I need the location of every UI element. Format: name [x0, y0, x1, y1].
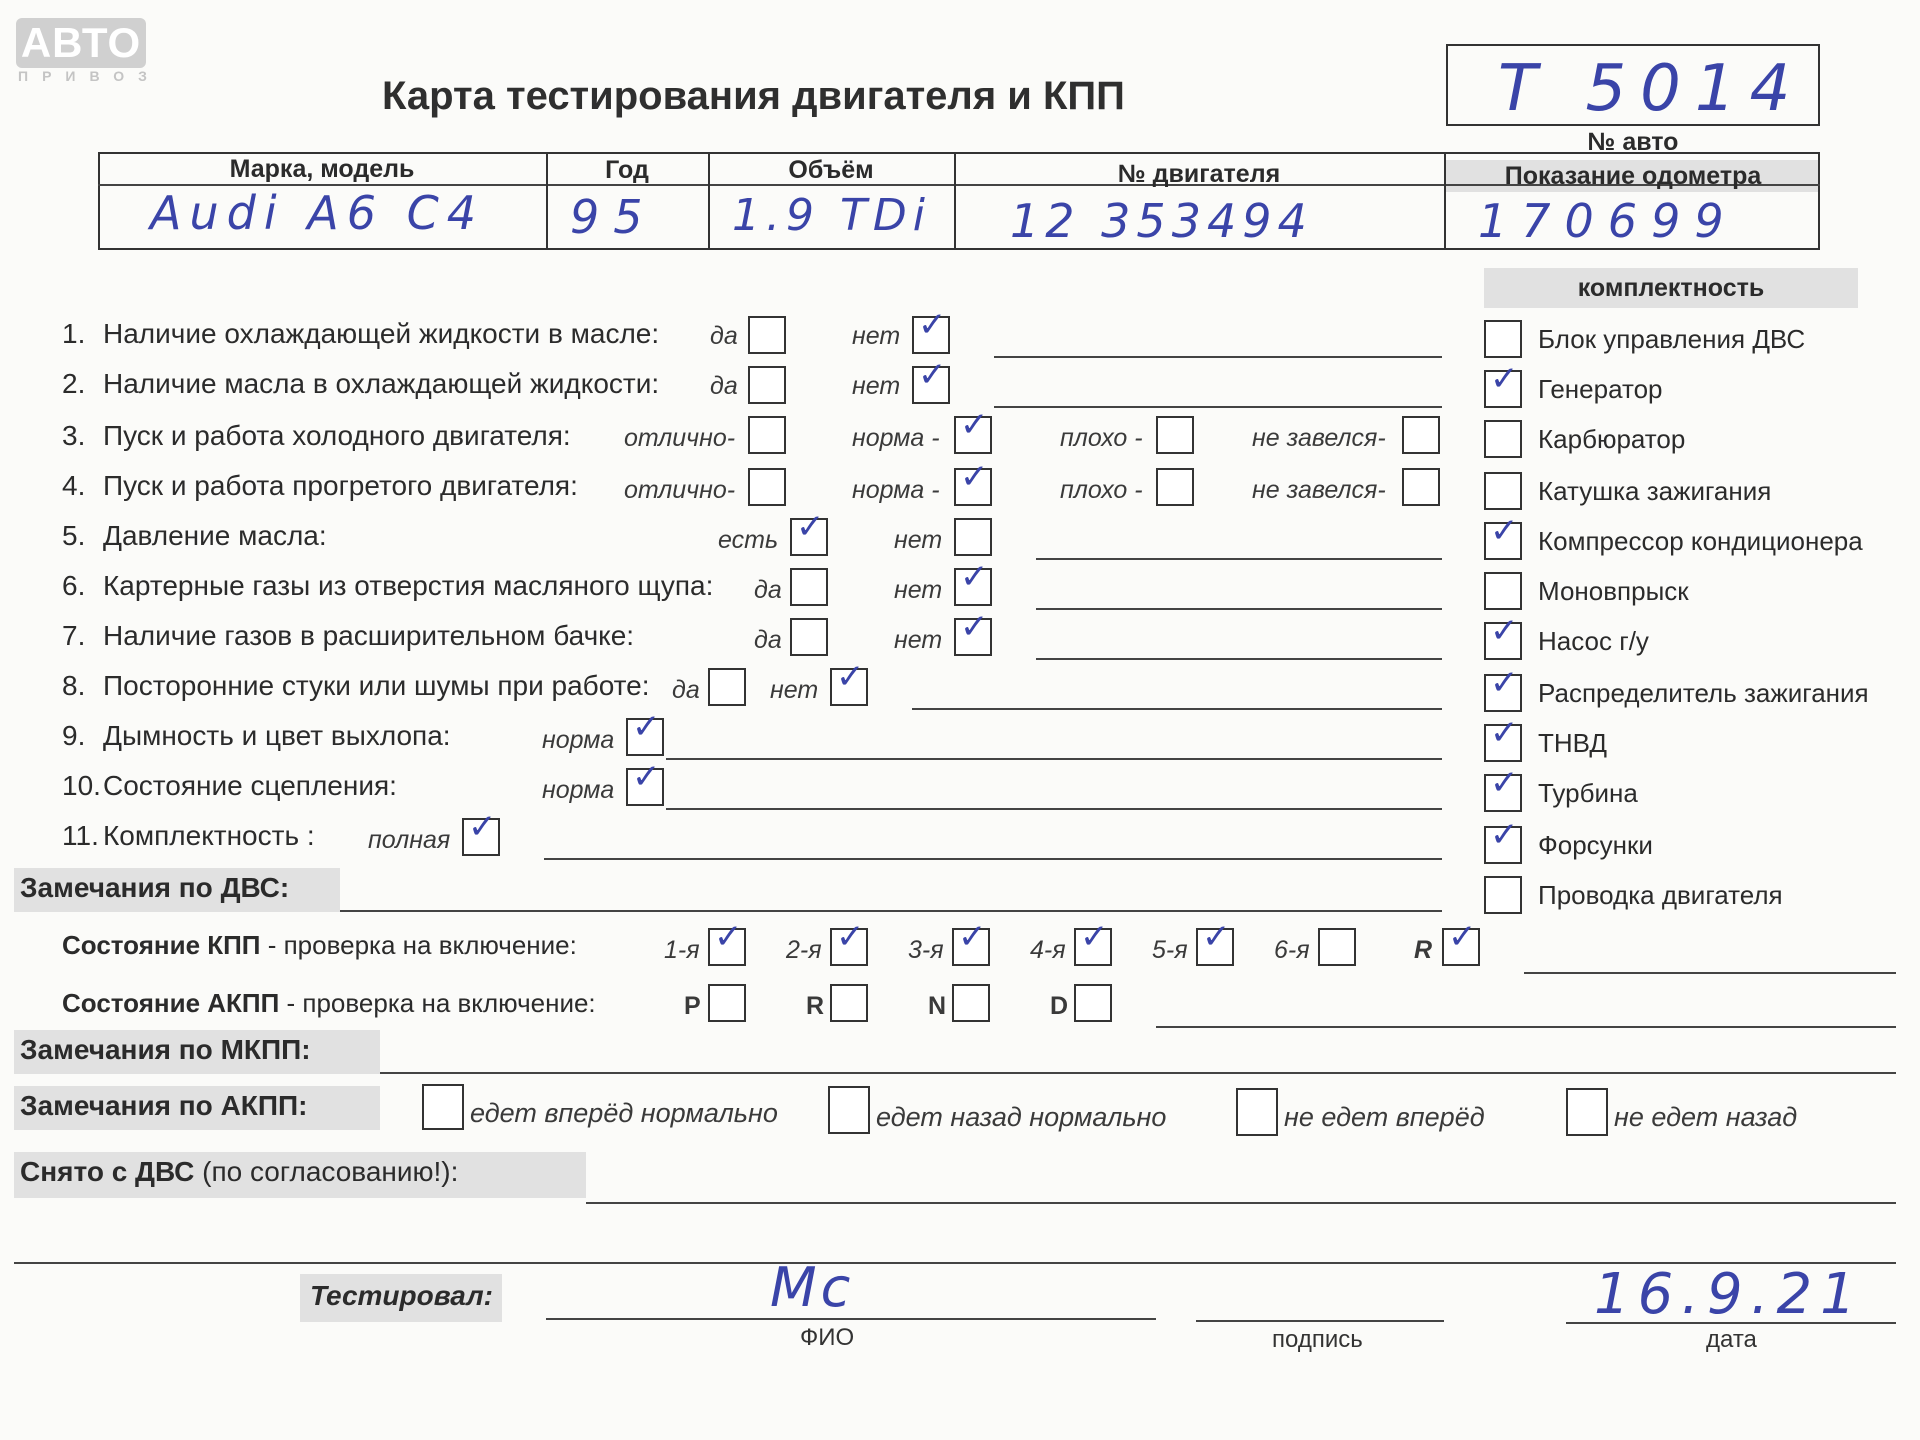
removed-line: [586, 1202, 1896, 1204]
q4-checkbox-excellent[interactable]: [748, 468, 786, 506]
q4-opt-label: плохо -: [1060, 476, 1143, 504]
q3-opt-label: норма -: [852, 424, 940, 452]
akpp-option-label: едет вперёд нормально: [470, 1098, 778, 1128]
remarks-akpp-label: Замечания по АКПП:: [20, 1090, 308, 1121]
q4-opt-label: норма -: [852, 476, 940, 504]
kpp-gear-label: R: [1414, 936, 1433, 964]
volume-value: 1.9 TDi: [732, 190, 931, 241]
check-mark: ✓: [918, 305, 947, 345]
remarks-mkpp-label: Замечания по МКПП:: [20, 1034, 311, 1065]
komplekt-item: Моновпрыск: [1538, 576, 1689, 606]
removed-label: [20, 1156, 458, 1188]
komplekt-checkbox[interactable]: [1484, 572, 1522, 610]
remarks-dvs-label: Замечания по ДВС:: [20, 872, 290, 903]
check-mark: ✓: [958, 917, 987, 957]
test-date: 16.9.21: [1594, 1262, 1864, 1327]
akpp-label-bold: Состояние АКПП: [62, 988, 280, 1018]
odometer-label: Показание одометра: [1504, 162, 1762, 190]
q4-num: 4.: [62, 470, 86, 501]
q1-text: Наличие охлаждающей жидкости в масле:: [103, 318, 660, 349]
akpp-gear-checkbox[interactable]: [708, 984, 746, 1022]
q10-notes-line: [666, 808, 1442, 810]
komplekt-item: Форсунки: [1538, 830, 1653, 860]
kpp-gear-label: 5-я: [1152, 936, 1188, 964]
kpp-gear-label: 1-я: [664, 936, 700, 964]
komplekt-item: Генератор: [1538, 374, 1663, 404]
komplekt-checkbox[interactable]: [1484, 611, 1522, 660]
q6-text: Картерные газы из отверстия масляного щупа:: [103, 570, 714, 601]
kpp-notes-line: [1524, 972, 1896, 974]
q2-opt-label: нет: [852, 372, 901, 400]
q5-notes-line: [1036, 558, 1442, 560]
fio-caption: ФИО: [800, 1324, 855, 1351]
kpp-gear-checkbox[interactable]: [952, 917, 990, 966]
q11-notes-line: [544, 858, 1442, 860]
check-mark: ✓: [1490, 511, 1519, 551]
q7-opt-label: да: [754, 626, 782, 654]
q6-num: 6.: [62, 570, 86, 601]
q10-checkbox-normal[interactable]: [626, 757, 664, 806]
q2-opt-label: да: [710, 372, 738, 400]
q5-opt-label: есть: [718, 526, 779, 554]
check-mark: ✓: [918, 355, 947, 395]
komplekt-checkbox[interactable]: [1484, 472, 1522, 510]
akpp-notes-line: [1156, 1026, 1896, 1028]
q11-num: 11.: [62, 820, 99, 851]
akpp-label: [62, 988, 596, 1019]
q3-checkbox-no-start[interactable]: [1402, 416, 1440, 454]
komplekt-item: Блок управления ДВС: [1538, 324, 1806, 354]
q5-checkbox-yes[interactable]: [790, 507, 828, 556]
q10-num: 10.: [62, 770, 101, 801]
q8-text: Посторонние стуки или шумы при работе:: [103, 670, 650, 701]
q3-opt-label: отлично-: [624, 424, 736, 452]
remarks-dvs-line: [340, 910, 1442, 912]
check-mark: ✓: [632, 757, 661, 797]
engine-number-value: 12 353494: [1010, 194, 1313, 248]
komplekt-checkbox[interactable]: [1484, 876, 1522, 914]
check-mark: ✓: [1080, 917, 1109, 957]
check-mark: ✓: [1490, 763, 1519, 803]
q6-checkbox-yes[interactable]: [790, 568, 828, 606]
q1-opt-label: нет: [852, 322, 901, 350]
q5-num: 5.: [62, 520, 86, 551]
check-mark: ✓: [960, 405, 989, 445]
check-mark: ✓: [468, 807, 497, 847]
q4-checkbox-bad[interactable]: [1156, 468, 1194, 506]
logo: [16, 18, 146, 68]
q5-checkbox-no[interactable]: [954, 518, 992, 556]
removed-label-bold: Снято с ДВС: [20, 1156, 195, 1187]
q4-opt-label: отлично-: [624, 476, 736, 504]
q8-opt-label: да: [672, 676, 700, 704]
kpp-label-rest: - проверка на включение:: [260, 930, 577, 960]
q7-text: Наличие газов в расширительном бачке:: [103, 620, 635, 651]
komplekt-item: ТНВД: [1538, 728, 1608, 758]
tested-label: Тестировал:: [310, 1280, 493, 1311]
akpp-option-checkbox[interactable]: [1566, 1088, 1608, 1136]
q11-checkbox-full[interactable]: [462, 807, 500, 856]
q4-text: Пуск и работа прогретого двигателя:: [103, 470, 578, 501]
check-mark: ✓: [1490, 713, 1519, 753]
volume-label: Объём: [788, 156, 874, 184]
date-line: [1566, 1322, 1896, 1324]
q8-checkbox-yes[interactable]: [708, 668, 746, 706]
akpp-option-checkbox[interactable]: [828, 1086, 870, 1134]
check-mark: ✓: [1490, 815, 1519, 855]
q1-num: 1.: [62, 318, 86, 349]
q5-opt-label: нет: [894, 526, 943, 554]
akpp-gear-checkbox[interactable]: [952, 984, 990, 1022]
date-caption: дата: [1706, 1326, 1757, 1353]
komplekt-item: Компрессор кондиционера: [1538, 526, 1863, 556]
q9-notes-line: [666, 758, 1442, 760]
q3-checkbox-bad[interactable]: [1156, 416, 1194, 454]
akpp-gear-label: P: [684, 992, 701, 1020]
komplekt-item: Карбюратор: [1538, 424, 1686, 454]
q10-opt-label: норма: [542, 776, 615, 804]
akpp-gear-label: D: [1050, 992, 1069, 1020]
akpp-gear-label: N: [928, 992, 947, 1020]
komplekt-checkbox[interactable]: [1484, 713, 1522, 762]
year-label: Год: [605, 156, 649, 184]
q7-num: 7.: [62, 620, 86, 651]
check-mark: ✓: [836, 657, 865, 697]
q7-notes-line: [1036, 658, 1442, 660]
q6-opt-label: нет: [894, 576, 943, 604]
q11-opt-label: полная: [368, 826, 451, 854]
check-mark: ✓: [836, 917, 865, 957]
check-mark: ✓: [796, 507, 825, 547]
komplekt-checkbox[interactable]: [1484, 320, 1522, 358]
q2-checkbox-no[interactable]: [912, 355, 950, 404]
kpp-gear-label: 3-я: [908, 936, 944, 964]
kpp-gear-label: 4-я: [1030, 936, 1066, 964]
kpp-gear-checkbox[interactable]: [1318, 928, 1356, 966]
akpp-gear-checkbox[interactable]: [1074, 984, 1112, 1022]
q9-opt-label: норма: [542, 726, 615, 754]
q2-notes-line: [994, 406, 1442, 408]
fio-line: [546, 1318, 1156, 1320]
signature-caption: подпись: [1272, 1326, 1363, 1353]
akpp-gear-checkbox[interactable]: [830, 984, 868, 1022]
komplekt-item: Катушка зажигания: [1538, 476, 1772, 506]
q4-checkbox-normal[interactable]: [954, 457, 992, 506]
car-number: Т 5014: [1498, 52, 1805, 126]
komplekt-checkbox[interactable]: [1484, 763, 1522, 812]
remarks-mkpp-line: [380, 1072, 1896, 1074]
q9-num: 9.: [62, 720, 86, 751]
check-mark: ✓: [960, 607, 989, 647]
car-number-label: № авто: [1587, 128, 1679, 156]
q4-checkbox-no-start[interactable]: [1402, 468, 1440, 506]
kpp-gear-checkbox[interactable]: [708, 917, 746, 966]
q8-num: 8.: [62, 670, 86, 701]
komplekt-item: Проводка двигателя: [1538, 880, 1783, 910]
q9-text: Дымность и цвет выхлопа:: [103, 720, 451, 751]
removed-label-rest: (по согласованию!):: [194, 1156, 459, 1187]
akpp-option-checkbox[interactable]: [1236, 1088, 1278, 1136]
akpp-option-checkbox[interactable]: [422, 1084, 464, 1130]
kpp-gear-checkbox[interactable]: [1442, 917, 1480, 966]
check-mark: ✓: [960, 457, 989, 497]
page-title: Карта тестирования двигателя и КПП: [382, 74, 1125, 118]
tester-fio: Мс: [770, 1256, 855, 1319]
logo-main: АВТО: [20, 19, 142, 66]
komplekt-item: Насос г/у: [1538, 626, 1649, 656]
q8-checkbox-no[interactable]: [830, 657, 868, 706]
odometer-value: 170699: [1478, 194, 1738, 248]
komplekt-checkbox[interactable]: [1484, 663, 1522, 712]
q10-text: Состояние сцепления:: [103, 770, 397, 801]
q9-checkbox-normal[interactable]: [626, 707, 664, 756]
komplekt-checkbox[interactable]: [1484, 511, 1522, 560]
signature-line: [1196, 1320, 1444, 1322]
q7-opt-label: нет: [894, 626, 943, 654]
akpp-label-rest: - проверка на включение:: [279, 988, 596, 1018]
akpp-gear-label: R: [806, 992, 825, 1020]
q6-opt-label: да: [754, 576, 782, 604]
akpp-option-label: едет назад нормально: [876, 1102, 1167, 1132]
kpp-gear-checkbox[interactable]: [830, 917, 868, 966]
q8-notes-line: [912, 708, 1442, 710]
q4-opt-label: не завелся-: [1252, 476, 1386, 504]
komplekt-checkbox[interactable]: [1484, 359, 1522, 408]
q3-opt-label: не завелся-: [1252, 424, 1386, 452]
komplekt-item: Распределитель зажигания: [1538, 678, 1869, 708]
year-value: 95: [570, 190, 657, 244]
akpp-option-label: не едет вперёд: [1284, 1102, 1485, 1132]
kpp-label-bold: Состояние КПП: [62, 930, 261, 960]
komplekt-checkbox[interactable]: [1484, 815, 1522, 864]
komplekt-item: Турбина: [1538, 778, 1638, 808]
q2-checkbox-yes[interactable]: [748, 366, 786, 404]
q6-checkbox-no[interactable]: [954, 557, 992, 606]
q3-text: Пуск и работа холодного двигателя:: [103, 420, 571, 451]
q3-checkbox-normal[interactable]: [954, 405, 992, 454]
q5-text: Давление масла:: [103, 520, 327, 551]
q6-notes-line: [1036, 608, 1442, 610]
q1-checkbox-yes[interactable]: [748, 316, 786, 354]
q3-checkbox-excellent[interactable]: [748, 416, 786, 454]
check-mark: ✓: [1490, 663, 1519, 703]
check-mark: ✓: [1448, 917, 1477, 957]
check-mark: ✓: [714, 917, 743, 957]
q7-checkbox-no[interactable]: [954, 607, 992, 656]
kpp-gear-checkbox[interactable]: [1196, 917, 1234, 966]
komplekt-title: комплектность: [1577, 274, 1765, 302]
logo-subtitle: ПРИВОЗ: [18, 68, 161, 84]
check-mark: ✓: [632, 707, 661, 747]
q1-opt-label: да: [710, 322, 738, 350]
check-mark: ✓: [960, 557, 989, 597]
check-mark: ✓: [1490, 359, 1519, 399]
make-value: Audi A6 C4: [150, 186, 484, 240]
akpp-option-label: не едет назад: [1614, 1102, 1798, 1132]
make-label: Марка, модель: [229, 155, 415, 183]
q2-num: 2.: [62, 368, 86, 399]
kpp-label: [62, 930, 577, 961]
check-mark: ✓: [1490, 611, 1519, 651]
q3-num: 3.: [62, 420, 86, 451]
komplekt-checkbox[interactable]: [1484, 420, 1522, 458]
kpp-gear-checkbox[interactable]: [1074, 917, 1112, 966]
q2-text: Наличие масла в охлаждающей жидкости:: [103, 368, 660, 399]
q8-opt-label: нет: [770, 676, 819, 704]
kpp-gear-label: 2-я: [786, 936, 822, 964]
check-mark: ✓: [1202, 917, 1231, 957]
kpp-gear-label: 6-я: [1274, 936, 1310, 964]
q7-checkbox-yes[interactable]: [790, 618, 828, 656]
q3-opt-label: плохо -: [1060, 424, 1143, 452]
engine-label: № двигателя: [1117, 160, 1281, 188]
q1-checkbox-no[interactable]: [912, 305, 950, 354]
q1-notes-line: [994, 356, 1442, 358]
q11-text: Комплектность :: [103, 820, 315, 851]
